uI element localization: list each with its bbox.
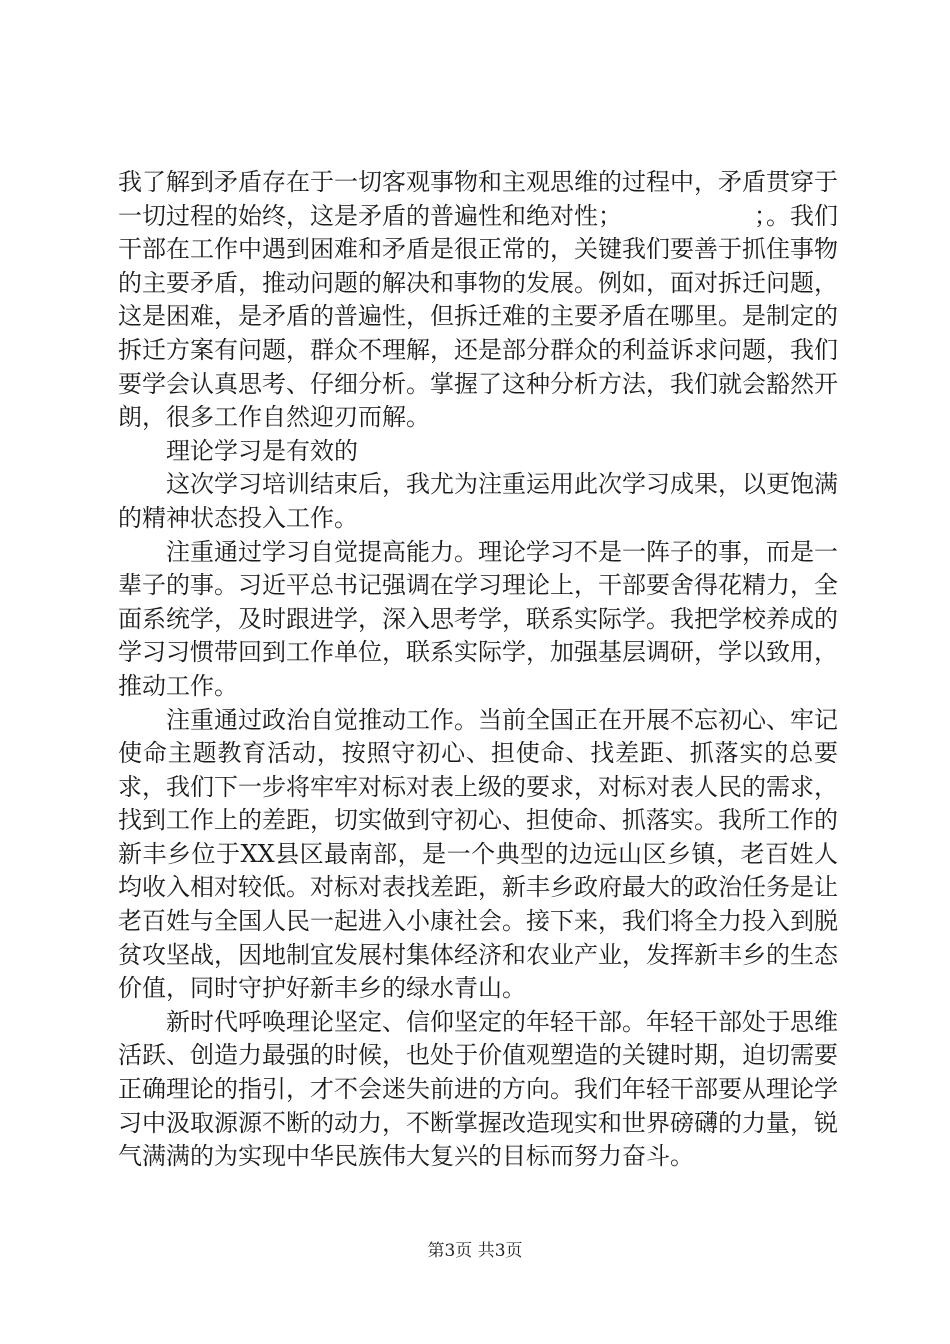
page-number-footer: 第3页 共3页 <box>427 1241 523 1261</box>
section-heading: 理论学习是有效的 <box>166 436 358 465</box>
paragraph-3: 这次学习培训结束后，我尤为注重运用此次学习成果，以更饱满的精神状态投入工作。 <box>118 470 838 532</box>
paragraph-6: 新时代呼唤理论坚定、信仰坚定的年轻干部。年轻干部处于思维活跃、创造力最强的时候，也处于价值观塑造的关键时期，迫切需要正确理论的指引，才不会迷失前进的方向。我们年轻干部要从理论学习中汲取源源不断的动力，不断掌握改造现实和世界磅礴的力量，锐气满满的为实现中华民族伟大复兴的目标而努力奋斗。 <box>118 1007 838 1171</box>
paragraph-4: 注重通过学习自觉提高能力。理论学习不是一阵子的事，而是一辈子的事。习近平总书记强调在学习理论上，干部要舍得花精力，全面系统学，及时跟进学，深入思考学，联系实际学。我把学校养成的学习习惯带回到工作单位，联系实际学，加强基层调研，学以致用，推动工作。 <box>118 537 838 700</box>
document-body <box>118 166 838 1174</box>
paragraph-5: 注重通过政治自觉推动工作。当前全国正在开展不忘初心、牢记使命主题教育活动，按照守初心、担使命、找差距、抓落实的总要求，我们下一步将牢牢对标对表上级的要求，对标对表人民的需求，找到工作上的差距，切实做到守初心、担使命、抓落实。我所工作的新丰乡位于XX县区最南部，是一个典型的边远山区乡镇，老百姓人均收入相对较低。对标对表找差距，新丰乡政府最大的政治任务是让老百姓与全国人民一起进入小康社会。接下来，我们将全力投入到脱贫攻坚战，因地制宜发展村集体经济和农业产业，发挥新丰乡的生态价值，同时守护好新丰乡的绿水青山。 <box>118 705 838 1003</box>
paragraph-1: 我了解到矛盾存在于一切客观事物和主观思维的过程中，矛盾贯穿于一切过程的始终，这是矛盾的普遍性和绝对性； ；。我们干部在工作中遇到困难和矛盾是很正常的，关键我们要善于抓住事物的主要矛盾，推动问题的解决和事物的发展。例如，面对拆迁问题，这是困难，是矛盾的普遍性，但拆迁难的主要矛盾在哪里。是制定的拆迁方案有问题，群众不理解，还是部分群众的利益诉求问题，我们要学会认真思考、仔细分析。掌握了这种分析方法，我们就会豁然开朗，很多工作自然迎刃而解。 <box>118 168 838 432</box>
